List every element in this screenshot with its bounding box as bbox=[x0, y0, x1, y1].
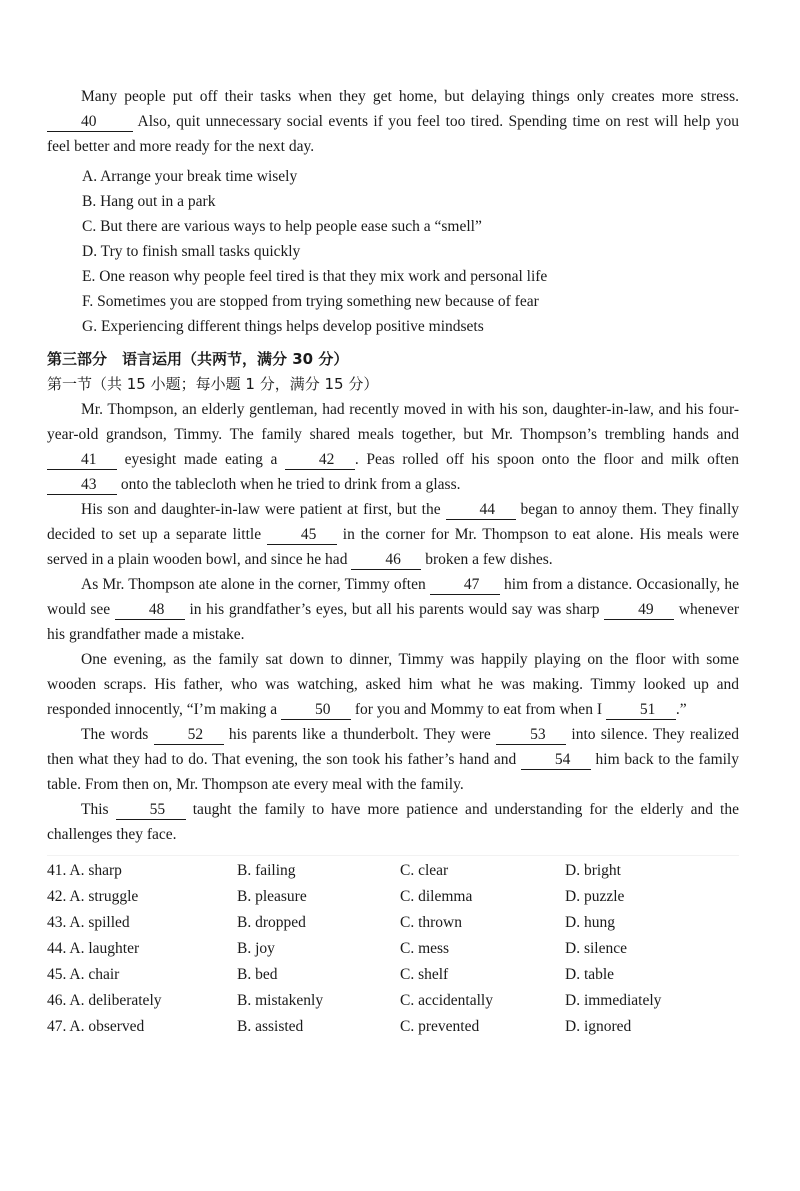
blank-45: 45 bbox=[267, 526, 337, 545]
question-row bbox=[47, 936, 739, 962]
text: began to annoy them. They finally decided to set up a separate little bbox=[47, 501, 740, 543]
question-list bbox=[47, 858, 739, 1040]
option-item: G. Experiencing different things helps develop positive mindsets bbox=[82, 318, 484, 335]
blank-48: 48 bbox=[115, 601, 185, 620]
choice-b: B. joy bbox=[237, 940, 275, 957]
text: onto the tablecloth when he tried to drink from a glass. bbox=[117, 476, 461, 493]
question-row bbox=[47, 884, 739, 910]
question-row bbox=[47, 962, 739, 988]
divider bbox=[47, 847, 739, 856]
blank-41: 41 bbox=[47, 451, 117, 470]
text: in his grandfather’s eyes, but all his parents would say was sharp bbox=[184, 601, 605, 618]
choice-c: C. thrown bbox=[400, 914, 462, 931]
text: The words bbox=[81, 726, 154, 743]
choice-b: B. dropped bbox=[237, 914, 306, 931]
choice-a: 47. A. observed bbox=[47, 1018, 145, 1035]
choice-a: 43. A. spilled bbox=[47, 914, 130, 931]
question-row bbox=[47, 910, 739, 936]
choice-b: B. bed bbox=[237, 966, 278, 983]
section-subheading: 第一节（共 15 小题；每小题 1 分，满分 15 分） bbox=[47, 375, 379, 393]
blank-50: 50 bbox=[281, 701, 351, 720]
blank-47: 47 bbox=[430, 576, 500, 595]
choice-d: D. bright bbox=[565, 862, 621, 879]
choice-c: C. shelf bbox=[400, 966, 449, 983]
blank-43: 43 bbox=[47, 476, 117, 495]
choice-a: 41. A. sharp bbox=[47, 862, 122, 879]
text: This bbox=[81, 801, 116, 818]
blank-51: 51 bbox=[606, 701, 676, 720]
blank-55: 55 bbox=[116, 801, 186, 820]
blank-53: 53 bbox=[496, 726, 566, 745]
passage-paragraph bbox=[47, 397, 739, 497]
choice-c: C. dilemma bbox=[400, 888, 473, 905]
text: broken a few dishes. bbox=[421, 551, 553, 568]
choice-d: D. immediately bbox=[565, 992, 662, 1009]
option-item: A. Arrange your break time wisely bbox=[82, 168, 298, 185]
text: for you and Mommy to eat from when I bbox=[351, 701, 606, 718]
question-row bbox=[47, 1014, 739, 1040]
option-item: E. One reason why people feel tired is that they mix work and personal life bbox=[82, 268, 548, 285]
choice-c: C. clear bbox=[400, 862, 449, 879]
passage-paragraph bbox=[47, 722, 739, 797]
choice-b: B. mistakenly bbox=[237, 992, 324, 1009]
blank-42: 42 bbox=[285, 451, 355, 470]
exam-page bbox=[47, 84, 739, 1040]
text: taught the family to have more patience and understanding for the elderly and the challenges they face. bbox=[47, 801, 739, 843]
choice-b: B. pleasure bbox=[237, 888, 307, 905]
text: in the corner for Mr. Thompson to eat alone. His meals were served in a plain wooden bowl, and since he had bbox=[47, 526, 739, 568]
text: him back to the family table. From then on, Mr. Thompson ate every meal with the family. bbox=[47, 751, 739, 793]
choice-a: 46. A. deliberately bbox=[47, 992, 162, 1009]
text: him from a distance. Occasionally, he would see bbox=[47, 576, 739, 618]
option-list bbox=[47, 164, 739, 339]
choice-d: D. ignored bbox=[565, 1018, 632, 1035]
passage-paragraph bbox=[47, 572, 739, 647]
choice-b: B. failing bbox=[237, 862, 296, 879]
option-item: B. Hang out in a park bbox=[82, 193, 216, 210]
text: As Mr. Thompson ate alone in the corner, Timmy often bbox=[81, 576, 430, 593]
blank-52: 52 bbox=[154, 726, 224, 745]
section-heading: 第三部分 语言运用（共两节，满分 30 分） bbox=[47, 350, 349, 368]
option-item: F. Sometimes you are stopped from trying something new because of fear bbox=[82, 293, 539, 310]
option-item: C. But there are various ways to help people ease such a “smell” bbox=[82, 218, 482, 235]
text: His son and daughter-in-law were patient at first, but the bbox=[81, 501, 446, 518]
choice-c: C. mess bbox=[400, 940, 450, 957]
question-row bbox=[47, 858, 739, 884]
intro-text-a: Many people put off their tasks when they get home, but delaying things only creates more stress. bbox=[81, 88, 739, 105]
text: .” bbox=[675, 701, 687, 718]
choice-d: D. hung bbox=[565, 914, 615, 931]
choice-c: C. accidentally bbox=[400, 992, 493, 1009]
choice-a: 44. A. laughter bbox=[47, 940, 140, 957]
intro-text-b: Also, quit unnecessary social events if you feel too tired. Spending time on rest will help you feel better and more ready for the next day. bbox=[47, 113, 739, 155]
text: eyesight made eating a bbox=[117, 451, 285, 468]
choice-b: B. assisted bbox=[237, 1018, 304, 1035]
choice-c: C. prevented bbox=[400, 1018, 480, 1035]
blank-54: 54 bbox=[521, 751, 591, 770]
blank-49: 49 bbox=[604, 601, 674, 620]
choice-d: D. silence bbox=[565, 940, 627, 957]
choice-a: 45. A. chair bbox=[47, 966, 120, 983]
choice-d: D. table bbox=[565, 966, 615, 983]
choice-a: 42. A. struggle bbox=[47, 888, 139, 905]
passage-paragraph bbox=[47, 797, 739, 847]
text: . Peas rolled off his spoon onto the floor and milk often bbox=[354, 451, 739, 468]
text: into silence. They realized then what they had to do. That evening, the son took his father’s hand and bbox=[47, 726, 739, 768]
text: his parents like a thunderbolt. They were bbox=[223, 726, 497, 743]
question-row bbox=[47, 988, 739, 1014]
blank-44: 44 bbox=[446, 501, 516, 520]
intro-paragraph bbox=[47, 84, 739, 159]
option-item: D. Try to finish small tasks quickly bbox=[82, 243, 301, 260]
blank-46: 46 bbox=[351, 551, 421, 570]
text: One evening, as the family sat down to dinner, Timmy was happily playing on the floor with some wooden scraps. His father, who was watching, asked him what he was making. Timmy looked up and responded innocently, “I’m making a bbox=[47, 651, 739, 718]
text: Mr. Thompson, an elderly gentleman, had recently moved in with his son, daughter-in-law, and his four-year-old grandson, Timmy. The family shared meals together, but Mr. Thompson’s trembling hands and bbox=[47, 401, 739, 443]
blank-40: 40 bbox=[47, 113, 133, 132]
choice-d: D. puzzle bbox=[565, 888, 625, 905]
passage-paragraph bbox=[47, 647, 739, 722]
passage-paragraph bbox=[47, 497, 739, 572]
text: whenever his grandfather made a mistake. bbox=[47, 601, 739, 643]
